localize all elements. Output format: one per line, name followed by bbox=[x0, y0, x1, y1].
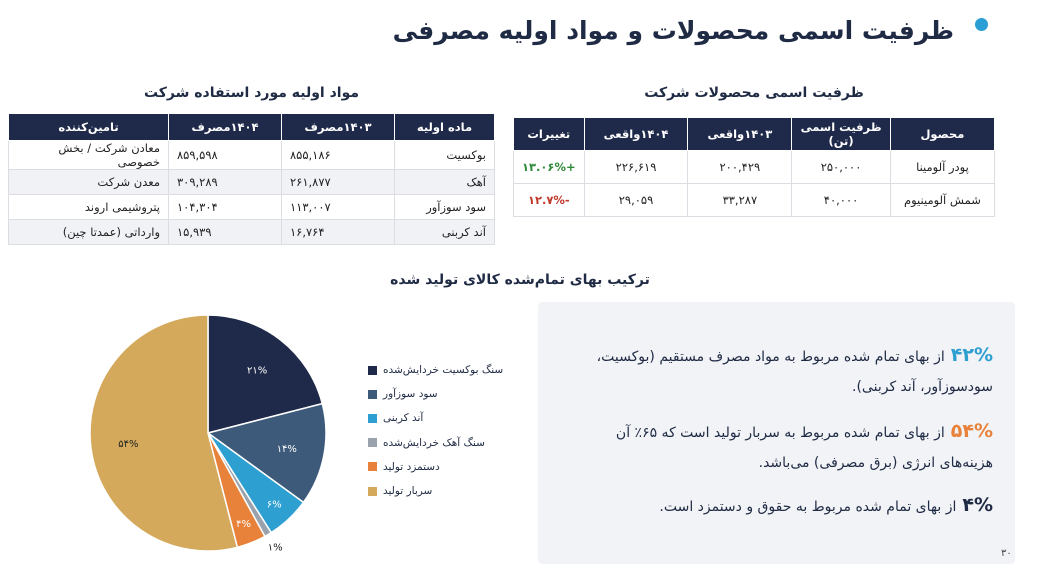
cell-consumption-1404: ۸۵۹,۵۹۸ bbox=[169, 141, 282, 170]
legend-swatch bbox=[368, 390, 377, 399]
materials-table-header bbox=[9, 114, 495, 141]
legend-item bbox=[368, 479, 503, 503]
cell-material: سود سوزآور bbox=[395, 195, 495, 220]
cell-change: -۱۲.۷% bbox=[514, 184, 585, 217]
cell-material: بوکسیت bbox=[395, 141, 495, 170]
legend-item bbox=[368, 358, 503, 382]
header-consumption-1404: ۱۴۰۴مصرف bbox=[169, 114, 282, 141]
pie-slice-label: ۱۴% bbox=[276, 444, 297, 456]
legend-swatch bbox=[368, 462, 377, 471]
cell-material: آهک bbox=[395, 170, 495, 195]
cell-consumption-1403: ۱۱۳,۰۰۷ bbox=[282, 195, 395, 220]
cell-supplier: پتروشیمی اروند bbox=[9, 195, 169, 220]
cell-supplier: معادن شرکت / بخش خصوصی bbox=[9, 141, 169, 170]
cell-supplier: وارداتی (عمدتا چین) bbox=[9, 220, 169, 245]
note-percent: ۴% bbox=[962, 494, 993, 516]
note-percent: ۵۴% bbox=[950, 420, 993, 442]
legend-label: سربار تولید bbox=[383, 485, 433, 498]
cell-product: شمش آلومینیوم bbox=[890, 184, 994, 217]
legend-swatch bbox=[368, 438, 377, 447]
legend-item bbox=[368, 455, 503, 479]
legend-label: دستمزد تولید bbox=[383, 460, 440, 473]
materials-table-row bbox=[9, 220, 495, 245]
header-consumption-1403: ۱۴۰۳مصرف bbox=[282, 114, 395, 141]
cell-capacity: ۲۵۰,۰۰۰ bbox=[792, 151, 891, 184]
header-supplier: تامین‌کننده bbox=[9, 114, 169, 141]
cell-consumption-1403: ۲۶۱,۸۷۷ bbox=[282, 170, 395, 195]
cell-actual-1403: ۳۳,۲۸۷ bbox=[688, 184, 792, 217]
capacity-table-title: ظرفیت اسمی محصولات شرکت bbox=[644, 85, 864, 101]
cell-change: +۱۳.۰۶% bbox=[514, 151, 585, 184]
note-overhead bbox=[573, 416, 993, 478]
cell-consumption-1404: ۱۰۴,۳۰۴ bbox=[169, 195, 282, 220]
legend-label: آند کربنی bbox=[383, 412, 424, 425]
legend-item bbox=[368, 382, 503, 406]
cell-consumption-1403: ۱۶,۷۶۴ bbox=[282, 220, 395, 245]
cell-actual-1404: ۲۲۶,۶۱۹ bbox=[584, 151, 688, 184]
header-actual-1404: ۱۴۰۴واقعی bbox=[584, 118, 688, 151]
legend-swatch bbox=[368, 414, 377, 423]
pie-slice-label: ۵۴% bbox=[118, 439, 139, 451]
cell-material: آند کربنی bbox=[395, 220, 495, 245]
materials-table-row bbox=[9, 141, 495, 170]
note-text: از بهای تمام شده مربوط به حقوق و دستمزد است. bbox=[659, 499, 957, 515]
header-material: ماده اولیه bbox=[395, 114, 495, 141]
capacity-table-header bbox=[514, 118, 995, 151]
cost-pie-chart bbox=[80, 305, 340, 565]
pie-slice-label: ۲۱% bbox=[247, 365, 268, 377]
capacity-table bbox=[513, 117, 995, 217]
cell-actual-1404: ۲۹,۰۵۹ bbox=[584, 184, 688, 217]
materials-table bbox=[8, 113, 495, 245]
note-text: از بهای تمام شده مربوط به سربار تولید است که ۶۵٪ آن هزینه‌های انرژی (برق مصرفی) می‌باشد. bbox=[615, 425, 993, 471]
cell-consumption-1404: ۳۰۹,۲۸۹ bbox=[169, 170, 282, 195]
legend-swatch bbox=[368, 366, 377, 375]
title-bullet bbox=[975, 18, 988, 31]
cell-consumption-1404: ۱۵,۹۳۹ bbox=[169, 220, 282, 245]
header-actual-1403: ۱۴۰۳واقعی bbox=[688, 118, 792, 151]
legend-label: سود سوزآور bbox=[383, 388, 438, 401]
pie-slice-label: ۱% bbox=[267, 542, 283, 554]
capacity-table-row bbox=[514, 184, 995, 217]
cell-capacity: ۴۰,۰۰۰ bbox=[792, 184, 891, 217]
materials-table-row bbox=[9, 170, 495, 195]
notes-panel bbox=[538, 302, 1015, 564]
legend-item bbox=[368, 406, 503, 430]
legend-swatch bbox=[368, 487, 377, 496]
pie-slice-label: ۴% bbox=[236, 518, 252, 530]
header-product: محصول bbox=[890, 118, 994, 151]
note-percent: ۴۲% bbox=[950, 344, 993, 366]
page-number: ۳۰ bbox=[1001, 548, 1012, 559]
legend-label: سنگ بوکسیت خردایش‌شده bbox=[383, 364, 504, 377]
page-title: ظرفیت اسمی محصولات و مواد اولیه مصرفی bbox=[392, 16, 954, 45]
note-direct-materials bbox=[573, 340, 993, 402]
chart-legend bbox=[368, 358, 503, 503]
note-wages bbox=[573, 490, 993, 522]
header-change: تغییرات bbox=[514, 118, 585, 151]
chart-title: ترکیب بهای تمام‌شده کالای تولید شده bbox=[390, 272, 650, 288]
note-text: از بهای تمام شده مربوط به مواد مصرف مستقیم (بوکسیت، سودسوزآور، آند کربنی). bbox=[596, 349, 993, 395]
legend-item bbox=[368, 431, 503, 455]
cell-product: پودر آلومینا bbox=[890, 151, 994, 184]
pie-slice-label: ۶% bbox=[266, 499, 282, 511]
cell-supplier: معدن شرکت bbox=[9, 170, 169, 195]
materials-table-row bbox=[9, 195, 495, 220]
header-capacity: ظرفیت اسمی (تن) bbox=[792, 118, 891, 151]
capacity-table-row bbox=[514, 151, 995, 184]
cell-actual-1403: ۲۰۰,۴۲۹ bbox=[688, 151, 792, 184]
materials-table-title: مواد اولیه مورد استفاده شرکت bbox=[143, 85, 360, 101]
legend-label: سنگ آهک خردایش‌شده bbox=[383, 436, 485, 449]
cell-consumption-1403: ۸۵۵,۱۸۶ bbox=[282, 141, 395, 170]
